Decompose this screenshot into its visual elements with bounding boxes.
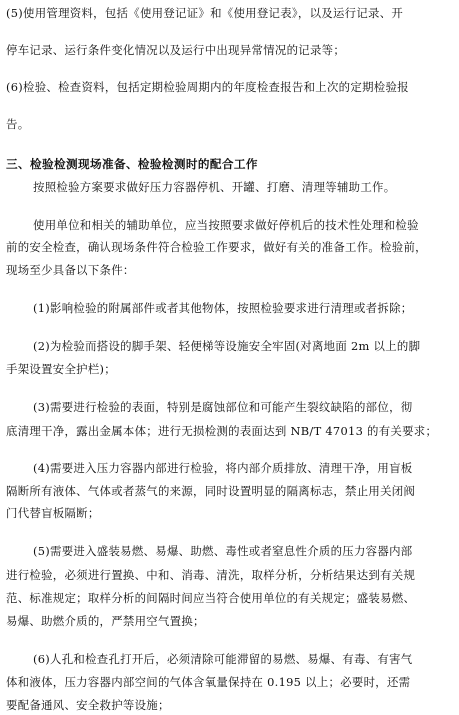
list-item: (3)需要进行检验的表面，特别是腐蚀部位和可能产生裂纹缺陷的部位，彻 bbox=[33, 400, 413, 414]
text-line: 要配备通风、安全救护等设施； bbox=[6, 698, 170, 712]
text-line: 使用单位和相关的辅助单位，应当按照要求做好停机后的技术性处理和检验 bbox=[33, 218, 419, 232]
text-line: 底清理干净，露出金属本体；进行无损检测的表面达到 NB/T 47013 的有关要求； bbox=[6, 424, 438, 438]
text-line: 手架设置安全护栏)； bbox=[6, 362, 116, 376]
text-line: 停车记录、运行条件变化情况以及运行中出现异常情况的记录等； bbox=[6, 43, 346, 57]
text-line: 隔断所有液体、气体或者蒸气的来源，同时设置明显的隔离标志，禁止用关闭阀 bbox=[6, 484, 416, 498]
text-line: 按照检验方案要求做好压力容器停机、开罐、打磨、清理等辅助工作。 bbox=[33, 180, 396, 194]
text-line: 易爆、助燃介质的，严禁用空气置换； bbox=[6, 614, 205, 628]
section-heading: 三、检验检测现场准备、检验检测时的配合工作 bbox=[6, 157, 258, 171]
text-line: 体和液体，压力容器内部空间的气体含氧量保持在 0.195 以上；必要时，还需 bbox=[6, 675, 411, 689]
list-item: (5)需要进入盛装易燃、易爆、助燃、毒性或者窒息性介质的压力容器内部 bbox=[33, 544, 413, 558]
list-item: (1)影响检验的附属部件或者其他物体，按照检验要求进行清理或者拆除； bbox=[33, 301, 413, 315]
text-line: (6)检验、检查资料，包括定期检验周期内的年度检查报告和上次的定期检验报 bbox=[6, 80, 409, 94]
text-line: 现场至少具备以下条件： bbox=[6, 263, 135, 277]
list-item: (2)为检验而搭设的脚手架、轻便梯等设施安全牢固(对离地面 2m 以上的脚 bbox=[33, 339, 421, 353]
text-line: 进行检验，必须进行置换、中和、消毒、清洗，取样分析，分析结果达到有关规 bbox=[6, 568, 416, 582]
list-item: (6)人孔和检查孔打开后，必须清除可能滞留的易燃、易爆、有毒、有害气 bbox=[33, 652, 413, 666]
text-line: 范、标准规定；取样分析的间隔时间应当符合使用单位的有关规定；盛装易燃、 bbox=[6, 591, 416, 605]
text-line: (5)使用管理资料，包括《使用登记证》和《使用登记表》，以及运行记录、开 bbox=[6, 6, 404, 20]
text-line: 告。 bbox=[6, 117, 30, 131]
text-line: 前的安全检查，确认现场条件符合检验工作要求，做好有关的准备工作。检验前， bbox=[6, 240, 427, 254]
list-item: (4)需要进入压力容器内部进行检验，将内部介质排放、清理干净，用盲板 bbox=[33, 461, 413, 475]
text-line: 门代替盲板隔断； bbox=[6, 506, 100, 520]
